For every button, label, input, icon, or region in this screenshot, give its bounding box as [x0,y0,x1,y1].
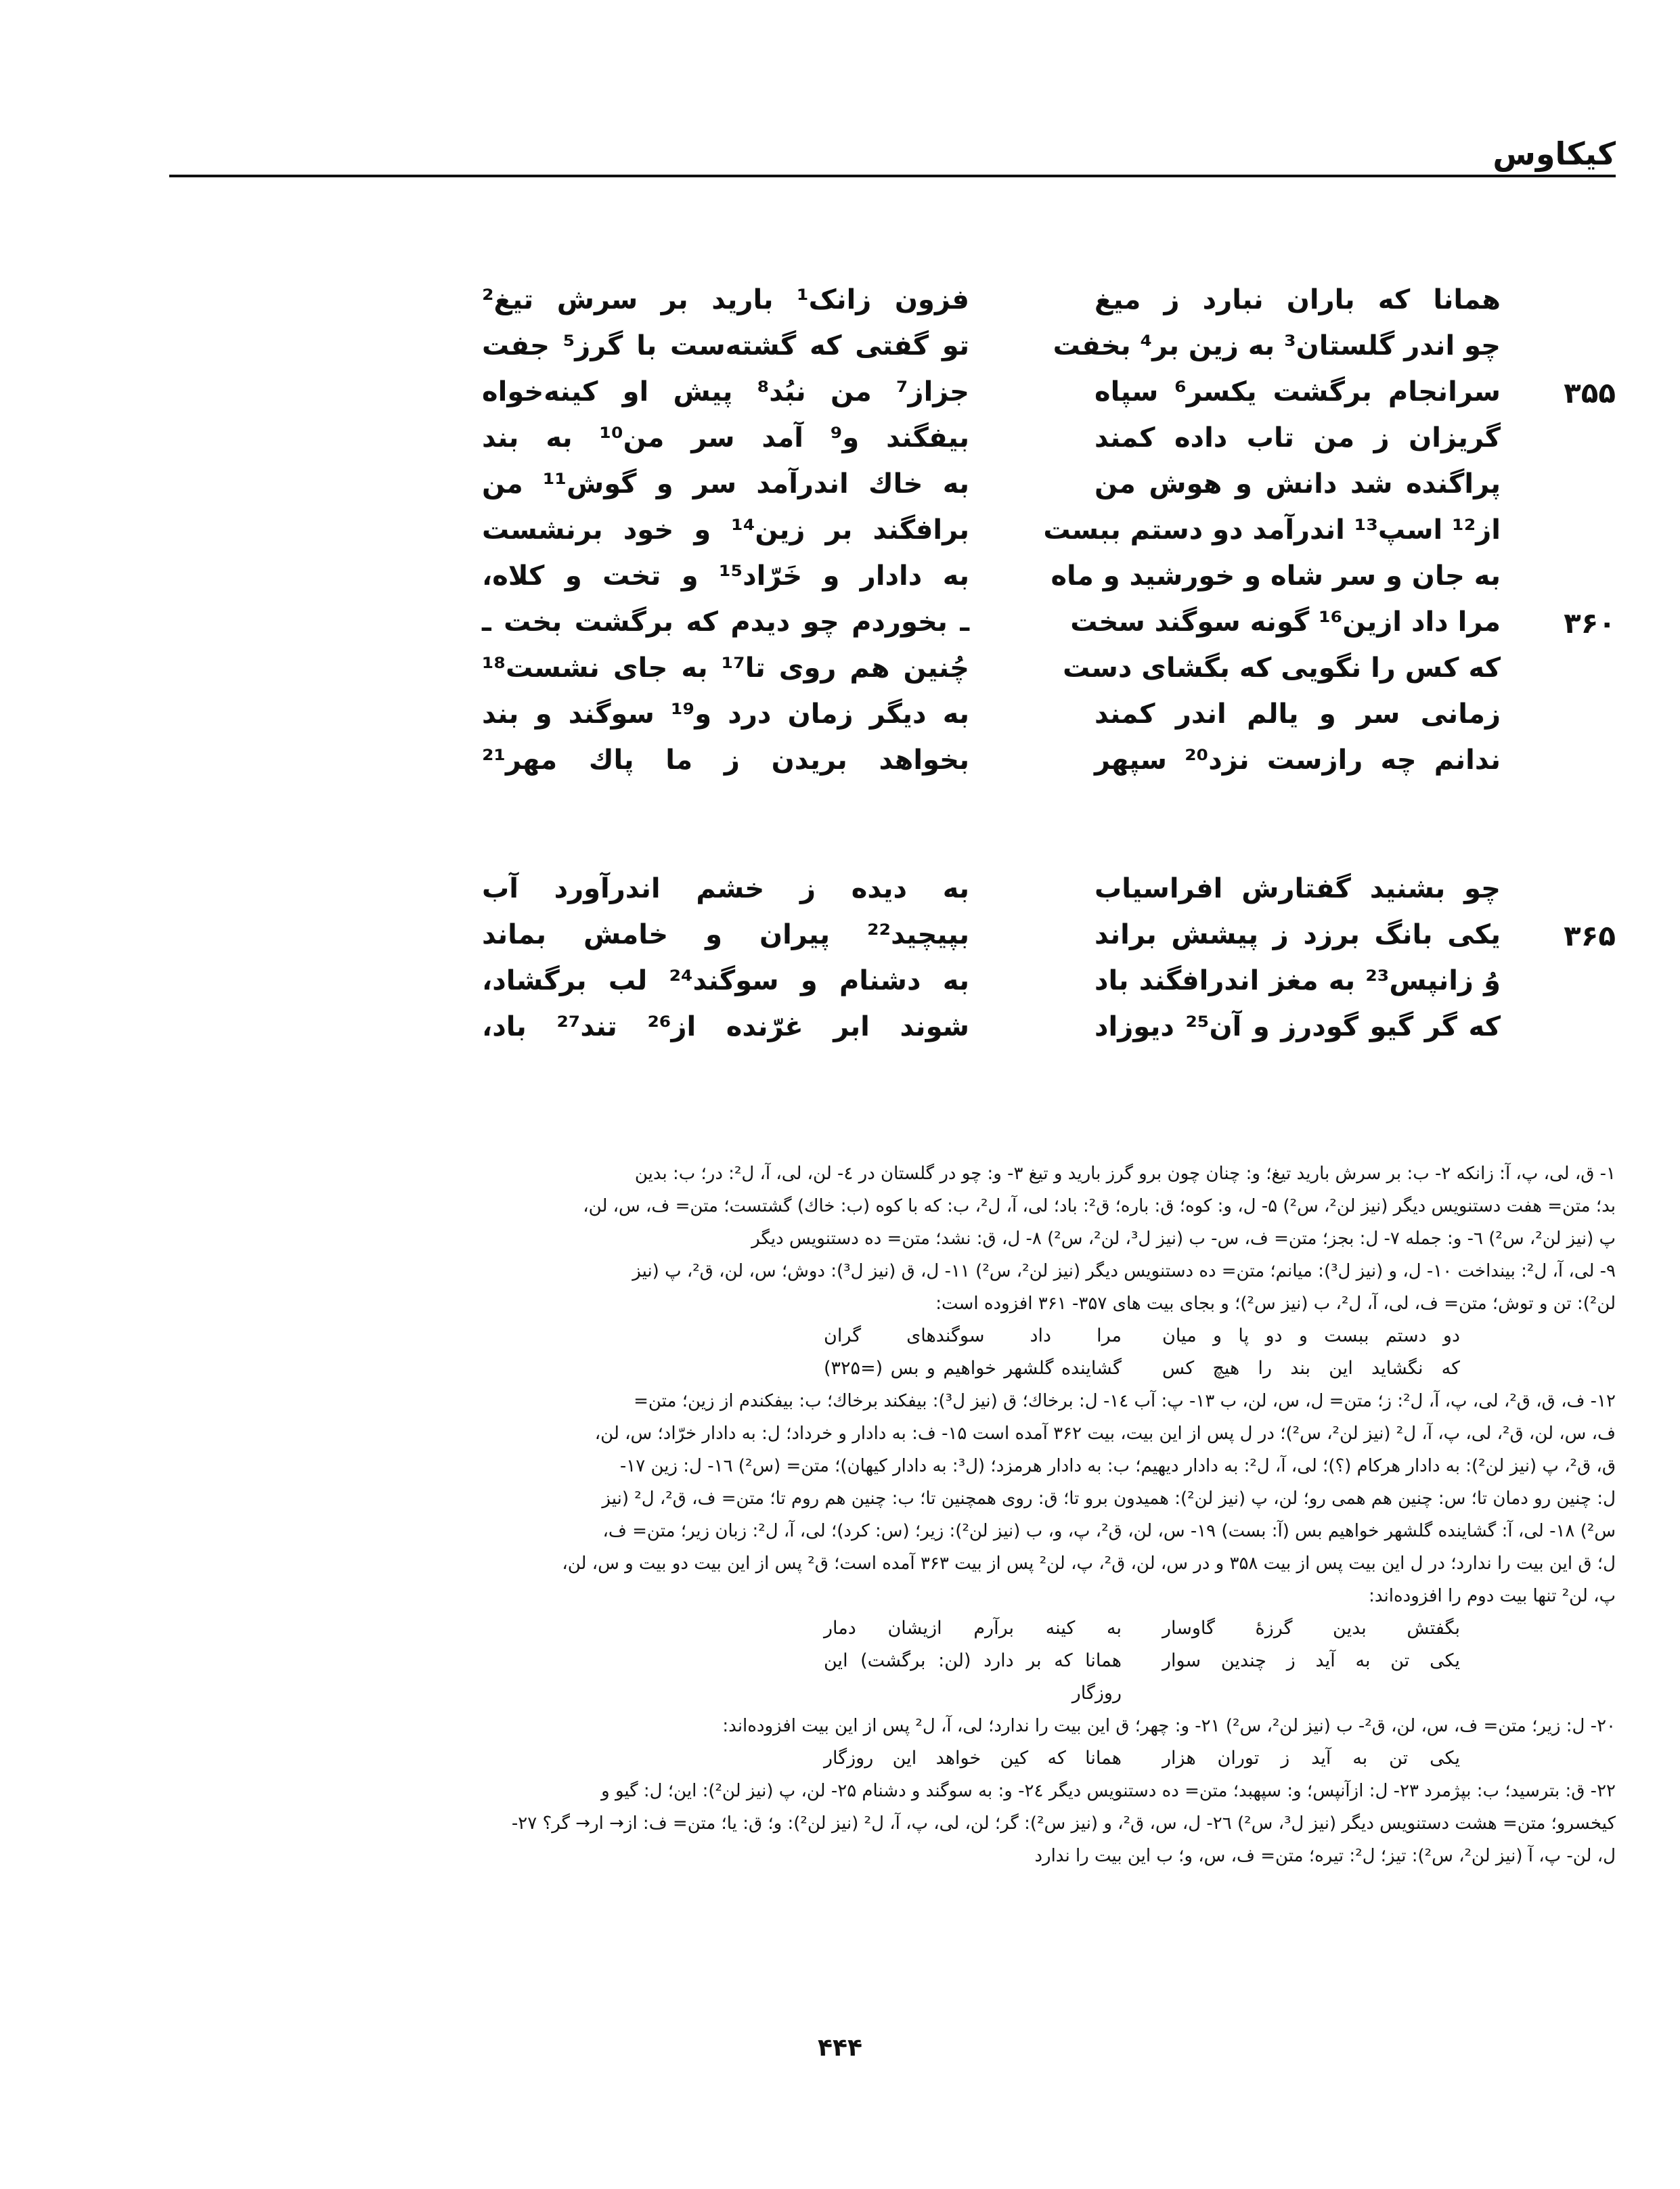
footnote-hemistich: گشاینده گلشهر خواهیم و بس (=۳۲۵) [824,1358,1122,1379]
hemistich-left: ـ بخوردم چو دیدم که برگشت بخت ـ [482,606,969,638]
footnote-hemistich: یکی تن به آید ز توران هزار [1162,1748,1460,1769]
verse-number: ۳۶۵ [1564,919,1616,952]
header-rule [169,175,1616,177]
footnote-hemistich: که نگشاید این بند را هیچ کس [1162,1358,1460,1379]
footnote-verse [203,1742,1616,1775]
hemistich-left: به دادار و خَرّاد¹⁵ و تخت و کلاه، [482,560,970,592]
hemistich-left: به دشنام و سوگند²⁴ لب برگشاد، [482,965,969,996]
verse-row [0,699,1680,746]
footnote-verse [203,1612,1616,1645]
footnote-hemistich: یکی تن به آید ز چندین سوار [1162,1650,1460,1671]
footnote-hemistich: بگفتش بدین گرزهٔ گاوسار [1162,1618,1460,1639]
hemistich-left: بپیچید²² پیران و خامش بماند [482,919,969,950]
verse-row [0,919,1680,967]
hemistich-right: به جان و سر شاه و خورشید و ماه [1051,560,1501,592]
verse-row [0,653,1680,700]
hemistich-left: جزاز⁷ من نبُد⁸ پیش او کینه‌خواه [482,376,969,407]
hemistich-right: سرانجام برگشت یکسر⁶ سپاه [1095,376,1501,407]
hemistich-left: به دیده ز خشم اندرآورد آب [482,873,969,904]
hemistich-right: زمانی سر و یالم اندر کمند [1095,699,1501,730]
verse-row [0,514,1680,562]
hemistich-right: که گر گیو گودرز و آن²⁵ دیوزاد [1095,1011,1501,1042]
hemistich-left: بخواهد بریدن ز ما پاك مهر²¹ [482,745,969,776]
footnote-hemistich: همانا که کین خواهد این روزگار [824,1748,1122,1769]
hemistich-right: یکی بانگ برزد ز پیشش براند [1095,919,1501,950]
hemistich-right: از¹² اسپ¹³ اندرآمد دو دستم ببست [1043,514,1501,546]
footnote-line: ۱- ق، لی، پ، آ: زانکه ۲- ب: بر سرش بارید تیغ؛ و: چنان چون برو گرز بارید و تیغ ۳- و: چو در گلستان در ٤- لن، لی، آ، ل²: در؛ ب: بدین [634,1164,1616,1184]
footnote-line: ق، ق²، پ (نیز لن²): به دادار هرکام (؟)؛ لی، آ، ل²: به دادار دیهیم؛ ب: به دادار هرمزد؛ (ل³: به دادار کیهان)؛ متن= (س²) ١٦- ل: زین ۱۷- [619,1456,1616,1476]
footnote-line: س²) ۱۸- لی، آ: گشاینده گلشهر خواهیم بس (آ: بست) ۱۹- س، لن، ق²، پ، و، ب (نیز لن²): زیر؛ (س: کرد)؛ لی، آ، ل²: زبان زیر؛ متن= ف، [602,1521,1616,1541]
verse-row [0,965,1680,1013]
verse-row [0,422,1680,470]
verse-row [0,330,1680,378]
hemistich-right: چو بشنید گفتارش افراسیاب [1095,873,1501,904]
hemistich-left: بیفگند و⁹ آمد سر من¹⁰ به بند [482,422,970,454]
page-header-title: کیکاوس [1493,135,1616,172]
verse-row [0,606,1680,654]
footnote-line: ل، لن- پ، آ (نیز لن²، س²): تیز؛ ل²: تیره؛ متن= ف، س، و؛ ب این بیت را ندارد [1034,1846,1616,1866]
verse-row [0,873,1680,921]
hemistich-left: تو گفتی که گشته‌ست با گرز⁵ جفت [482,330,969,361]
footnotes [203,1157,1616,1872]
footnote-line: لن²): تن و توش؛ متن= ف، لی، آ، ل²، ب (نیز س²)؛ و بجای بیت های ۳۵۷- ۳۶۱ افزوده است: [935,1294,1616,1314]
hemistich-right: گریزان ز من تاب داده کمند [1095,422,1501,454]
footnote-line: پ، لن² تنها بیت دوم را افزوده‌اند: [1369,1586,1616,1606]
footnote-line: کیخسرو؛ متن= هشت دستنویس دیگر (نیز ل³، س²) ۲٦- ل، س، ق²، و (نیز س²): گر؛ لن، لی، پ، آ، ل² (نیز لن²): و؛ ق: یا؛ متن= ف: از→ ار→ گر؟ ۲۷- [511,1813,1616,1834]
verse-row [0,468,1680,516]
footnote-verse [203,1320,1616,1352]
verse-number: ۳۵۵ [1564,376,1616,410]
verse-row [0,376,1680,424]
hemistich-left: چُنین هم روی تا¹⁷ به جای نشست¹⁸ [482,653,969,684]
hemistich-right: وُ زانپس²³ به مغز اندرافگند باد [1095,965,1501,996]
hemistich-left: شوند ابر غرّنده از²⁶ تند²⁷ باد، [482,1011,969,1042]
hemistich-right: پراگنده شد دانش و هوش من [1095,468,1501,500]
hemistich-right: چو اندر گلستان³ به زین بر⁴ بخفت [1053,330,1501,361]
verse-row [0,284,1680,332]
footnote-line: ۹- لی، آ، ل²: بینداخت ۱۰- ل، و (نیز ل³): میانم؛ متن= ده دستنویس دیگر (نیز لن²، س²) ۱۱- ل، ق (نیز ل³): دوش؛ س، لن، ق²، پ (نیز [632,1261,1616,1281]
hemistich-right: که کس را نگویی که بگشای دست [1063,653,1501,684]
hemistich-left: به دیگر زمان درد و¹⁹ سوگند و بند [482,699,969,730]
footnote-line: ۲۲- ق: بترسید؛ ب: بپژمرد ۲۳- ل: ازآنپس؛ و: سپهبد؛ متن= ده دستنویس دیگر ۲٤- و: به سوگند و دشنام ۲۵- لن، پ (نیز لن²): این؛ ل: گیو و [601,1781,1616,1801]
hemistich-left: برافگند بر زین¹⁴ و خود برنشست [482,514,970,546]
hemistich-right: ندانم چه رازست نزد²⁰ سپهر [1095,745,1501,776]
footnote-hemistich: همانا که بر دارد (لن: برگشت) این روزگار [824,1650,1122,1704]
footnote-line: ل؛ ق این بیت را ندارد؛ در ل این بیت پس از بیت ۳۵۸ و در س، لن، ق²، پ، لن² پس از بیت ۳۶۳ آمده است؛ ق² پس از این بیت دو بیت و س، لن، [562,1553,1616,1574]
footnote-verse [203,1352,1616,1385]
footnote-line: ف، س، لن، ق²، لی، پ، آ، ل² (نیز لن²، س²)؛ در ل پس از این بیت، بیت ۳۶۲ آمده است ۱۵- ف: به دادار و خرداد؛ ل: به دادار خرّاد؛ س، لن، [594,1423,1616,1444]
footnote-verse [203,1645,1616,1710]
footnote-hemistich: به کینه برآرم ازیشان دمار [824,1618,1122,1639]
footnote-line: ۱۲- ف، ق، ق²، لی، پ، آ، ل²: ز؛ متن= ل، س، لن، ب ۱۳- پ: آب ١٤- ل: برخاك؛ ق (نیز ل³): بیفکند برخاك؛ ب: بیفکندم از زین؛ متن= [634,1391,1616,1411]
page-number: ۴۴۴ [818,2034,862,2062]
hemistich-left: فزون زانک¹ بارید بر سرش تیغ² [482,284,969,315]
verse-row [0,560,1680,608]
verse-number: ۳۶۰ [1564,606,1616,640]
footnote-line: ۲۰- ل: زیر؛ متن= ف، س، لن، ق²- ب (نیز لن²، س²) ۲۱- و: چهر؛ ق این بیت را ندارد؛ لی، آ، ل² پس از این بیت افزوده‌اند: [722,1716,1616,1736]
footnote-line: پ (نیز لن²، س²) ٦- و: جمله ۷- ل: بجز؛ متن= ف، س- ب (نیز ل³، لن²، س²) ۸- ل، ق: نشد؛ متن= ده دستنویس دیگر [751,1229,1616,1249]
footnote-hemistich: مرا داد سوگندهای گران [824,1325,1122,1346]
hemistich-right: مرا داد ازین¹⁶ گونه سوگند سخت [1070,606,1501,638]
footnote-hemistich: دو دستم ببست و دو پا و میان [1162,1325,1460,1346]
hemistich-left: به خاك اندرآمد سر و گوش¹¹ من [482,468,969,500]
verse-row [0,1011,1680,1059]
verse-row [0,745,1680,792]
footnote-line: ل: چنین رو دمان تا؛ س: چنین هم همی رو؛ لن، پ (نیز لن²): همیدون برو تا؛ ق: روی همچنین تا؛ ب: چنین هم روم تا؛ متن= ف، ق²، ل² (نیز [602,1488,1616,1509]
footnote-line: بد؛ متن= هفت دستنویس دیگر (نیز لن²، س²) ۵- ل، و: کوه؛ ق: باره؛ ق²: باد؛ لی، آ، ل²، ب: که با کوه (ب: خاك) گشتست؛ متن= ف، س، لن، [583,1196,1616,1216]
hemistich-right: همانا که باران نبارد ز میغ [1095,284,1501,315]
